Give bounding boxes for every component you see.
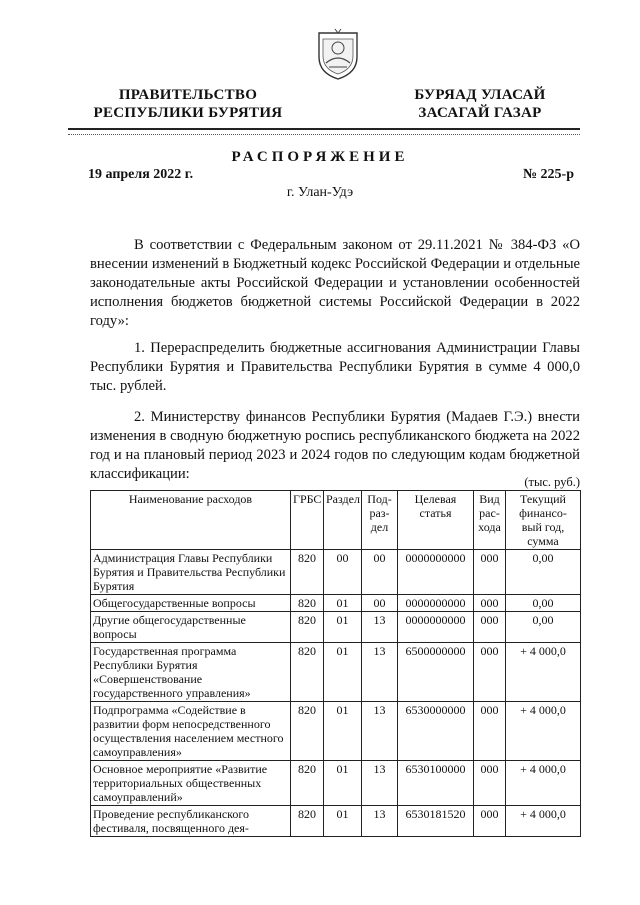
table-row	[91, 806, 581, 837]
coat-of-arms-emblem	[315, 27, 361, 81]
cell-amount: 0,00	[506, 612, 581, 643]
document-date: 19 апреля 2022 г.	[88, 167, 194, 182]
cell-vid: 000	[474, 595, 506, 612]
header-line: Текущий	[520, 492, 566, 506]
document-city: г. Улан-Удэ	[286, 185, 354, 200]
col-header-vid	[474, 491, 506, 550]
col-header-podrazdel	[362, 491, 398, 550]
cell-razdel: 01	[324, 595, 362, 612]
header-line: Целевая	[414, 492, 457, 506]
cell-razdel: 01	[324, 761, 362, 806]
cell-grbs: 820	[291, 550, 324, 595]
cell-grbs: 820	[291, 643, 324, 702]
cell-name: Общегосударственные вопросы	[91, 595, 291, 612]
table-row	[91, 643, 581, 702]
org-name-russian	[88, 86, 288, 122]
cell-podrazdel: 13	[362, 806, 398, 837]
paragraph-item-1: 1. Перераспределить бюджетные ассигнования Администрации Главы Республики Бурятия и Правительства Республики Бурятия в сумме 4 000,0 тыс. рублей.	[90, 340, 580, 394]
cell-podrazdel: 13	[362, 612, 398, 643]
table-row	[91, 550, 581, 595]
cell-vid: 000	[474, 702, 506, 761]
cell-target: 0000000000	[398, 550, 474, 595]
org-name-line: РЕСПУБЛИКИ БУРЯТИЯ	[93, 105, 283, 121]
header-line: статья	[419, 506, 452, 520]
table-row	[91, 612, 581, 643]
budget-table	[90, 490, 581, 837]
col-header-target	[398, 491, 474, 550]
cell-razdel: 01	[324, 702, 362, 761]
header-line: Под-	[367, 492, 392, 506]
cell-amount: + 4 000,0	[506, 643, 581, 702]
cell-target: 6530000000	[398, 702, 474, 761]
table-header-row	[91, 491, 581, 550]
cell-grbs: 820	[291, 595, 324, 612]
header-line: финансо-	[519, 506, 567, 520]
cell-name: Государственная программа Республики Бурятия «Совершенствование государственного управления»	[91, 643, 291, 702]
cell-grbs: 820	[291, 806, 324, 837]
paragraph-preamble: В соответствии с Федеральным законом от 29.11.2021 № 384-ФЗ «О внесении изменений в Бюджетный кодекс Российской Федерации и отдельные законодательные акты Российской Федерации и установлении особенностей исполнения бюджетов бюджетной системы Российской Федерации в 2022 году»:	[90, 237, 580, 329]
header-divider	[68, 128, 580, 130]
header-line: раз-	[369, 506, 390, 520]
cell-vid: 000	[474, 761, 506, 806]
header-line: Вид	[479, 492, 500, 506]
col-header-grbs: ГРБС	[291, 491, 324, 550]
header-line: вый год,	[521, 520, 565, 534]
cell-amount: + 4 000,0	[506, 806, 581, 837]
org-name-line: ЗАСАГАЙ ГАЗАР	[418, 105, 542, 121]
cell-podrazdel: 13	[362, 761, 398, 806]
table-unit-label: (тыс. руб.)	[524, 475, 580, 489]
cell-name: Другие общегосударственные вопросы	[91, 612, 291, 643]
org-name-line: БУРЯАД УЛАСАЙ	[414, 87, 546, 103]
cell-vid: 000	[474, 612, 506, 643]
cell-vid: 000	[474, 643, 506, 702]
cell-vid: 000	[474, 806, 506, 837]
cell-grbs: 820	[291, 761, 324, 806]
header-dotted-divider	[68, 134, 580, 135]
col-header-current-year	[506, 491, 581, 550]
table-row	[91, 595, 581, 612]
cell-name: Основное мероприятие «Развитие территориальных общественных самоуправлений»	[91, 761, 291, 806]
cell-vid: 000	[474, 550, 506, 595]
cell-razdel: 01	[324, 643, 362, 702]
cell-target: 6530181520	[398, 806, 474, 837]
cell-grbs: 820	[291, 612, 324, 643]
org-name-buryat	[400, 86, 560, 122]
document-number: № 225-р	[522, 167, 574, 182]
header-line: сумма	[527, 534, 559, 548]
cell-podrazdel: 13	[362, 702, 398, 761]
table-row	[91, 702, 581, 761]
cell-podrazdel: 00	[362, 550, 398, 595]
cell-name: Администрация Главы Республики Бурятия и Правительства Республики Бурятия	[91, 550, 291, 595]
cell-amount: 0,00	[506, 595, 581, 612]
col-header-name: Наименование расходов	[91, 491, 291, 550]
header-line: рас-	[479, 506, 500, 520]
cell-podrazdel: 13	[362, 643, 398, 702]
cell-razdel: 00	[324, 550, 362, 595]
header-line: дел	[370, 520, 389, 534]
cell-razdel: 01	[324, 806, 362, 837]
col-header-razdel: Раздел	[324, 491, 362, 550]
paragraph-item-2: 2. Министерству финансов Республики Бурятия (Мадаев Г.Э.) внести изменения в сводную бюджетную роспись республиканского бюджета на 2022 год и на плановый период 2023 и 2024 годов по следующим кодам бюджетной классификации:	[90, 409, 580, 482]
cell-target: 0000000000	[398, 612, 474, 643]
cell-amount: 0,00	[506, 550, 581, 595]
cell-target: 6530100000	[398, 761, 474, 806]
cell-name: Проведение республиканского фестиваля, посвященного дея-	[91, 806, 291, 837]
document-title: РАСПОРЯЖЕНИЕ	[231, 149, 409, 165]
table-row	[91, 761, 581, 806]
cell-grbs: 820	[291, 702, 324, 761]
cell-name: Подпрограмма «Содействие в развитии форм непосредственного осуществления населением местного самоуправления»	[91, 702, 291, 761]
org-name-line: ПРАВИТЕЛЬСТВО	[118, 87, 258, 103]
cell-amount: + 4 000,0	[506, 702, 581, 761]
cell-target: 6500000000	[398, 643, 474, 702]
cell-target: 0000000000	[398, 595, 474, 612]
cell-razdel: 01	[324, 612, 362, 643]
cell-podrazdel: 00	[362, 595, 398, 612]
header-line: хода	[478, 520, 501, 534]
cell-amount: + 4 000,0	[506, 761, 581, 806]
